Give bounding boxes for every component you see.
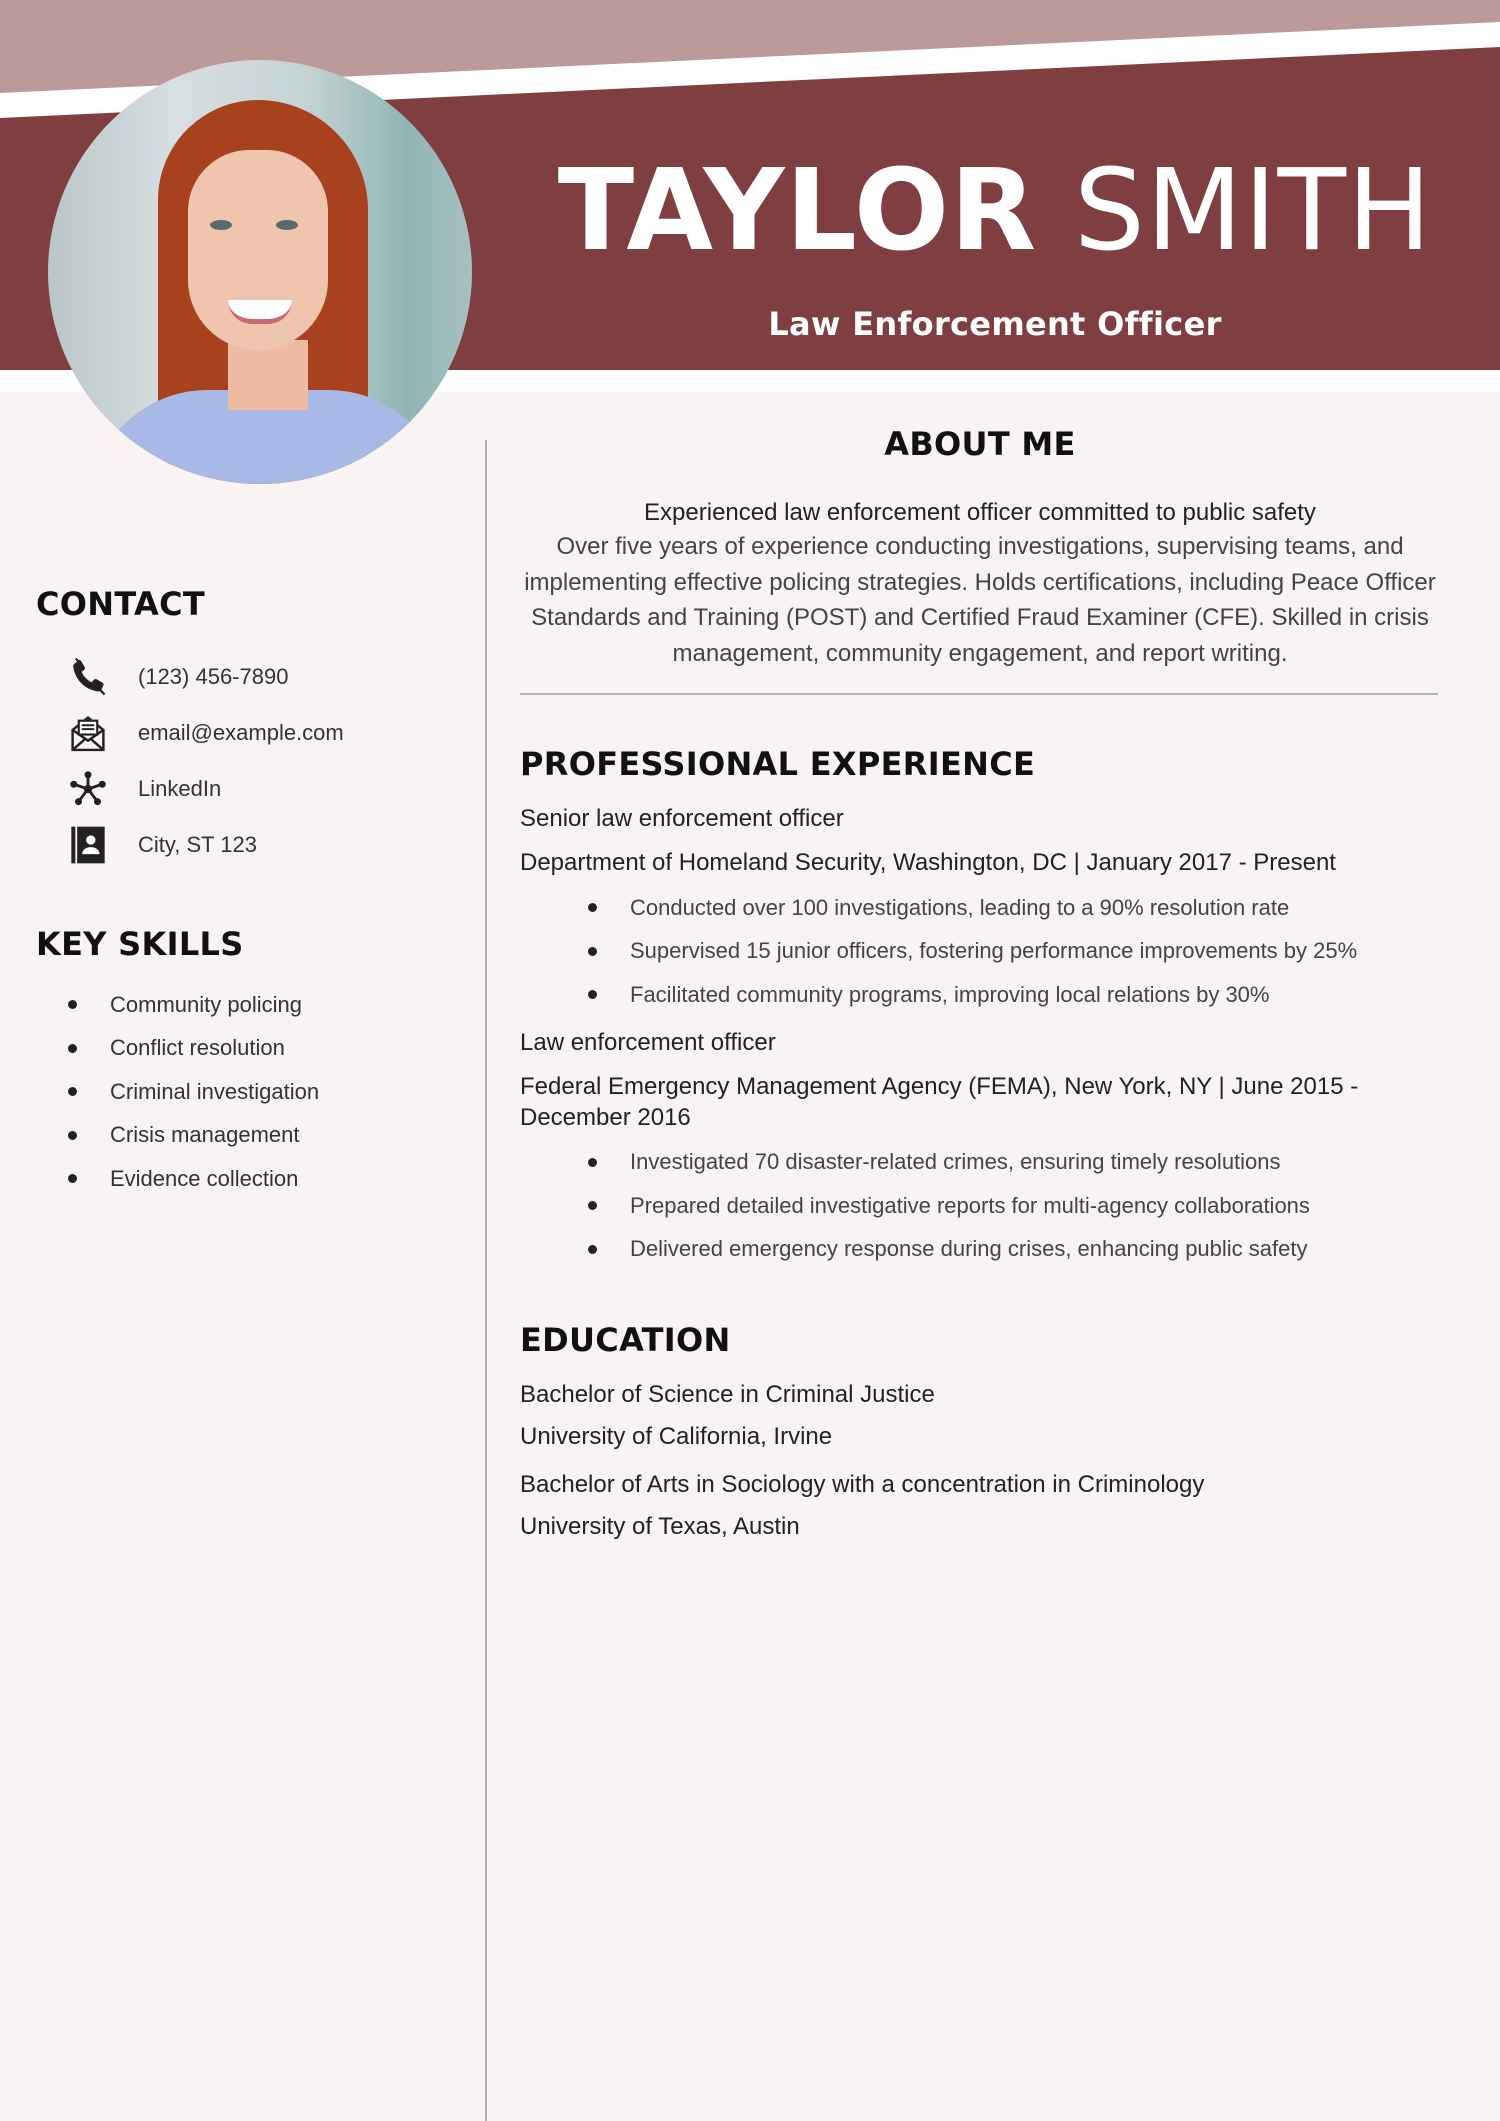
column-divider <box>485 440 487 2121</box>
section-divider <box>520 693 1438 695</box>
skills-list <box>36 983 456 1201</box>
contact-linkedin-text[interactable]: LinkedIn <box>138 776 222 801</box>
job-bullet: Facilitated community programs, improving local relations by 30% <box>520 973 1440 1017</box>
skills-heading: KEY SKILLS <box>36 925 244 963</box>
experience-heading: PROFESSIONAL EXPERIENCE <box>520 745 1036 783</box>
job-bullet: Conducted over 100 investigations, leading to a 90% resolution rate <box>520 886 1440 930</box>
contact-email[interactable] <box>36 705 456 761</box>
contact-phone <box>36 649 456 705</box>
last-name: SMITH <box>1073 146 1433 276</box>
about-body: Over five years of experience conducting investigations, supervising teams, and implementing effective policing strategies. Holds certifications, including Peace Officer Standards and Training (POST) and Certified Fraud Examiner (CFE). Skilled in crisis management, community engagement, and report writing. <box>524 533 1436 667</box>
bullet-icon <box>68 1131 77 1140</box>
contact-address <box>36 817 456 873</box>
photo-neck <box>228 340 308 410</box>
skill-item: Criminal investigation <box>36 1070 456 1114</box>
bullet-icon <box>588 947 597 956</box>
job-title: Senior law enforcement officer <box>520 805 844 832</box>
first-name: TAYLOR <box>557 146 1038 276</box>
degree: Bachelor of Arts in Sociology with a concentration in Criminology <box>520 1471 1205 1498</box>
bullet-icon <box>588 1201 597 1210</box>
phone-icon <box>66 655 110 699</box>
full-name <box>555 146 1435 276</box>
bullet-icon <box>588 990 597 999</box>
job-bullet: Supervised 15 junior officers, fostering performance improvements by 25% <box>520 930 1440 974</box>
bullet-icon <box>68 1174 77 1183</box>
photo-eye-right <box>276 220 298 230</box>
job-bullets <box>520 886 1440 1017</box>
job-entry <box>520 1029 1440 1272</box>
network-icon <box>66 767 110 811</box>
job-bullet: Delivered emergency response during crises, enhancing public safety <box>520 1228 1440 1272</box>
photo-eye-left <box>210 220 232 230</box>
about-heading: ABOUT ME <box>884 425 1076 463</box>
skill-item: Crisis management <box>36 1114 456 1158</box>
profile-photo <box>48 60 472 484</box>
job-title: Law enforcement officer <box>520 1028 776 1056</box>
address-book-icon <box>66 823 110 867</box>
education-heading: EDUCATION <box>520 1321 731 1359</box>
contact-phone-text: (123) 456-7890 <box>138 664 289 689</box>
school: University of Texas, Austin <box>520 1513 800 1540</box>
skill-item: Evidence collection <box>36 1157 456 1201</box>
bullet-icon <box>588 903 597 912</box>
job-entry <box>520 805 1440 1017</box>
sidebar <box>36 585 456 1201</box>
name-block <box>555 146 1435 343</box>
job-organization: Department of Homeland Security, Washington, DC | January 2017 - Present <box>520 849 1336 876</box>
bullet-icon <box>68 1044 77 1053</box>
contact-list <box>36 649 456 873</box>
email-icon <box>66 711 110 755</box>
contact-address-text: City, ST 123 <box>138 832 258 857</box>
contact-heading: CONTACT <box>36 585 205 623</box>
job-title: Law Enforcement Officer <box>768 305 1222 343</box>
bullet-icon <box>68 1087 77 1096</box>
school: University of California, Irvine <box>520 1423 833 1450</box>
job-bullet: Investigated 70 disaster-related crimes, ensuring timely resolutions <box>520 1141 1440 1185</box>
about-tagline: Experienced law enforcement officer committed to public safety <box>644 499 1316 526</box>
degree: Bachelor of Science in Criminal Justice <box>520 1381 935 1408</box>
bullet-icon <box>588 1245 597 1254</box>
bullet-icon <box>68 1000 77 1009</box>
contact-linkedin[interactable] <box>36 761 456 817</box>
contact-email-text[interactable]: email@example.com <box>138 720 344 745</box>
job-organization: Federal Emergency Management Agency (FEMA), New York, NY | June 2015 - December 2016 <box>520 1072 1359 1131</box>
skill-item: Community policing <box>36 983 456 1027</box>
bullet-icon <box>588 1158 597 1167</box>
main-content <box>520 425 1440 1541</box>
job-bullets <box>520 1141 1440 1272</box>
skill-item: Conflict resolution <box>36 1027 456 1071</box>
job-bullet: Prepared detailed investigative reports for multi-agency collaborations <box>520 1184 1440 1228</box>
